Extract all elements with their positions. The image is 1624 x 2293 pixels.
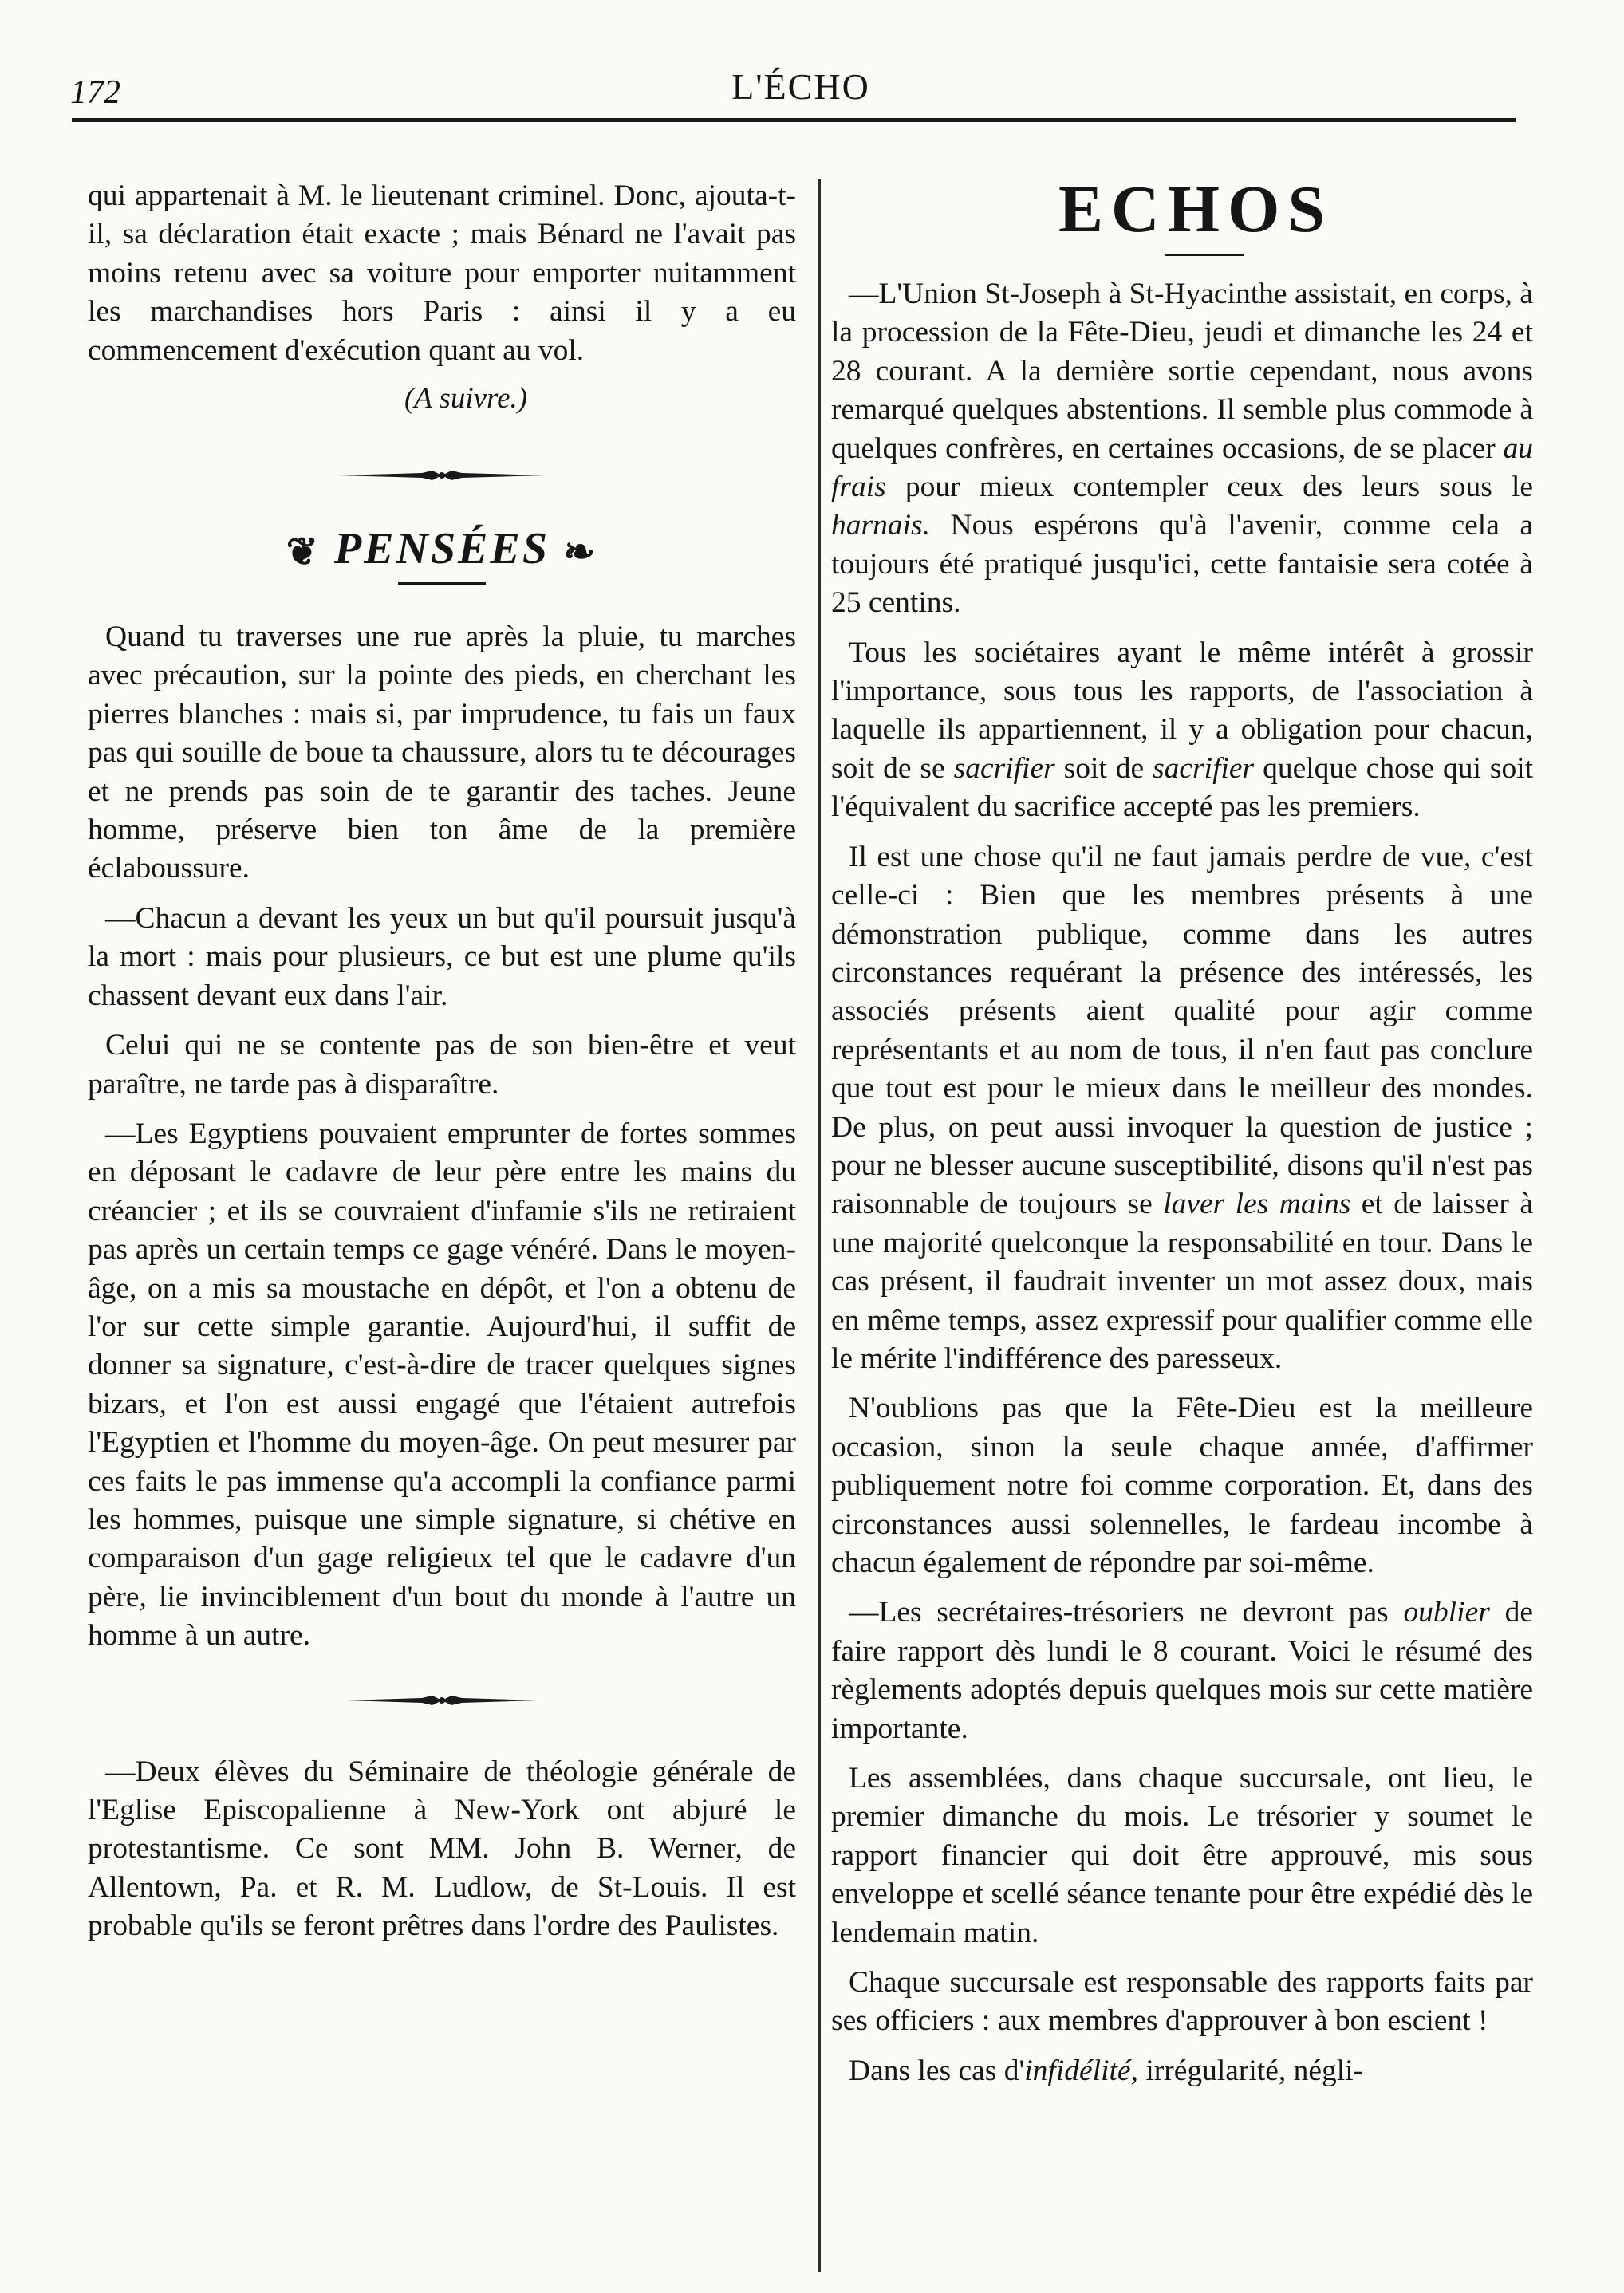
pensees-heading: [88, 520, 796, 577]
echos-paragraph: Chaque succursale est responsable des rapports faits par ses officiers : aux membres d'approuver à bon escient !: [831, 1966, 1533, 2038]
ornamental-divider: [346, 1692, 538, 1708]
echos-paragraph: —Les secrétaires-trésoriers ne devront pas oublier de faire rapport dès lundi le 8 courant. Voici le résumé des règlements adoptés depuis quelques mois sur cette matière importante.: [831, 1596, 1534, 1745]
flourish-left-icon: ❦: [286, 531, 321, 574]
right-column: [831, 172, 1534, 2102]
page-number: 172: [70, 74, 120, 111]
pensee-paragraph: Quand tu traverses une rue après la pluie, tu marches avec précaution, sur la pointe des pieds, en cherchant les pierres blanches : mais si, par imprudence, tu fais un faux pas qui souille de boue ta chaussure, alors tu te décourages et ne prends pas soin de te garantir des taches. Jeune homme, préserve bien ton âme de la première éclaboussure.: [88, 621, 796, 885]
story-continuation: qui appartenait à M. le lieutenant criminel. Donc, ajouta-t-il, sa déclaration était exacte ; mais Bénard ne l'avait pas moins retenu avec sa voiture pour emporter nuitamment les marchandises hors Paris : ainsi il y a eu commencement d'exécution quant au vol.: [88, 179, 796, 367]
echos-paragraph: Dans les cas d'infidélité, irrégularité, négli-: [849, 2054, 1364, 2087]
echos-paragraph: N'oublions pas que la Fête-Dieu est la meilleure occasion, sinon la seule chaque année, d'affirmer publiquement notre foi comme corporation. Et, dans des circonstances aussi solennelles, le fardeau incombe à chacun également de répondre par soi-même.: [831, 1392, 1533, 1579]
echos-title: ECHOS: [1058, 172, 1334, 246]
echos-paragraph: Tous les sociétaires ayant le même intérêt à grossir l'importance, sous tous les rapports, de l'association à laquelle ils appartiennent, il y a obligation pour chacun, soit de se sacrifier soit de sacrifier quelque chose qui soit l'équivalent du sacrifice accepté pas les premiers.: [831, 636, 1534, 824]
pensee-paragraph: —Les Egyptiens pouvaient emprunter de fortes sommes en déposant le cadavre de leur père entre les mains du créancier ; et ils se couvraient d'infamie s'ils ne retiraient pas après un certain temps ce gage vénéré. Dans le moyen-âge, on a mis sa moustache en dépôt, et l'on a obtenu de l'or sur cette simple garantie. Aujourd'hui, il suffit de donner sa signature, c'est-à-dire de tracer quelques signes bizars, et l'on est aussi engagé que l'étaient autrefois l'Egyptien et l'homme du moyen-âge. On peut mesurer par ces faits le pas immense qu'a accompli la confiance parmi les hommes, puisque une simple signature, si chétive en comparaison d'un gage religieux tel que le cadavre d'un père, lie invinciblement d'un bout du monde à l'autre un homme à un autre.: [88, 1117, 796, 1653]
section-rule: [1165, 254, 1244, 256]
running-head: L'ÉCHO: [731, 66, 870, 107]
flourish-right-icon: ❧: [563, 531, 598, 574]
echos-paragraph: Les assemblées, dans chaque succursale, ont lieu, le premier dimanche du mois. Le trésorier y soumet le rapport financier qui doit être approuvé, mis sous enveloppe et scellé séance tenante pour être expédié dès le lendemain matin.: [831, 1762, 1533, 1949]
page-header: [70, 56, 1531, 111]
pensees-title: PENSÉES: [334, 524, 550, 574]
ornamental-divider: [338, 467, 546, 483]
header-rule: [72, 118, 1516, 122]
to-be-continued: (A suivre.): [404, 382, 528, 416]
pensee-paragraph: Celui qui ne se contente pas de son bien-être et veut paraître, ne tarde pas à disparaître.: [88, 1029, 796, 1101]
echos-paragraph: Il est une chose qu'il ne faut jamais perdre de vue, c'est celle-ci : Bien que les membres présents à une démonstration publique, comme dans les autres circonstances requérant la présence des intéressés, les associés présents aient qualité pour agir comme représentants et au nom de tous, il n'en faut pas conclure que tout est pour le mieux dans le meilleur des mondes. De plus, on peut aussi invoquer la question de justice ; pour ne blesser aucune susceptibilité, disons qu'il n'est pas raisonnable de toujours se laver les mains et de laisser à une majorité quelconque la responsabilité en tour. Dans le cas présent, il faudrait inventer un mot assez doux, mais en même temps, assez expressif pour qualifier comme elle le mérite l'indifférence des paresseux.: [831, 840, 1533, 1375]
section-rule: [398, 582, 486, 585]
pensee-paragraph: —Chacun a devant les yeux un but qu'il poursuit jusqu'à la mort : mais pour plusieurs, ce but est une plume qu'ils chassent devant eux dans l'air.: [88, 901, 796, 1012]
left-column: [88, 177, 796, 1957]
echos-paragraph: —L'Union St-Joseph à St-Hyacinthe assistait, en corps, à la procession de la Fête-Dieu, jeudi et dimanche les 24 et 28 courant. A la dernière sortie cependant, nous avons remarqué quelques abstentions. Il semble plus commode à quelques confrères, en certaines occasions, de se placer au frais pour mieux contempler ceux des leurs sous le harnais. Nous espérons qu'à l'avenir, comme cela a toujours été pratiqué jusqu'ici, cette fantaisie sera cotée à 25 centins.: [831, 278, 1534, 620]
column-divider: [818, 179, 821, 2272]
news-paragraph: —Deux élèves du Séminaire de théologie générale de l'Eglise Episcopalienne à New-York ont abjuré le protestantisme. Ce sont MM. John B. Werner, de Allentown, Pa. et R. M. Ludlow, de St-Louis. Il est probable qu'ils se feront prêtres dans l'ordre des Paulistes.: [88, 1755, 796, 1943]
